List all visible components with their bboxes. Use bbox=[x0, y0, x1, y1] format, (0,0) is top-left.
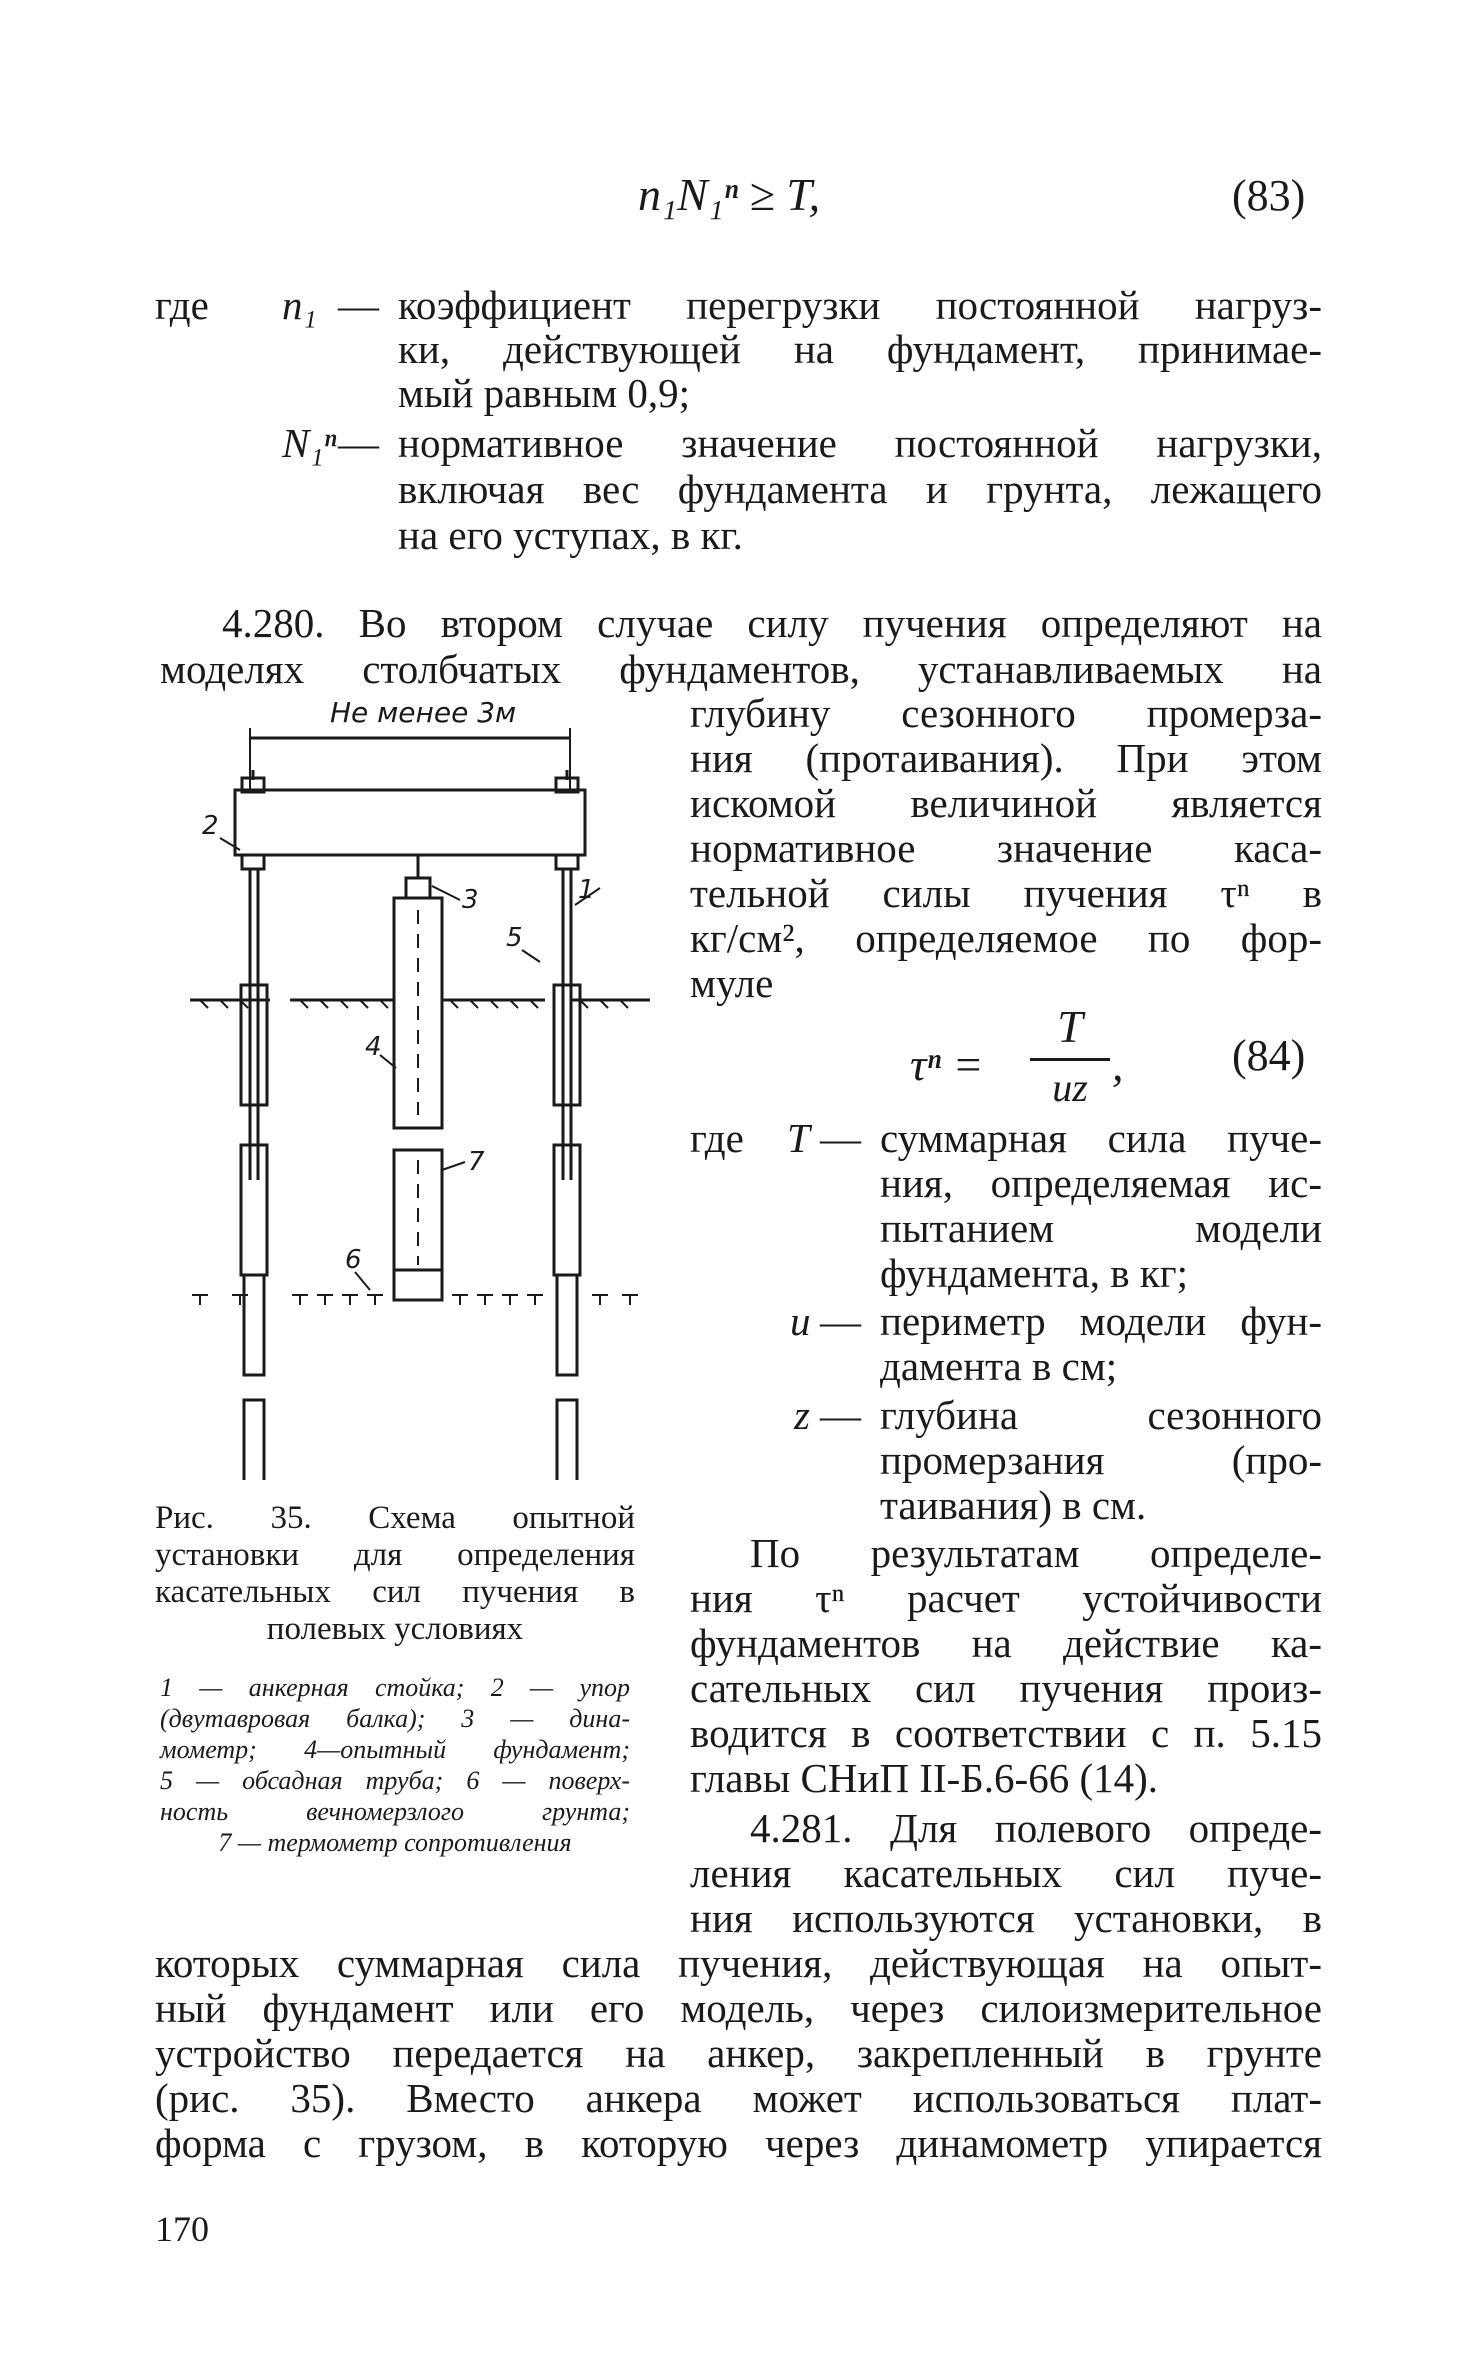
def-symbol-T: T bbox=[787, 1115, 810, 1161]
paragraph-line: (рис. 35). Вместо анкера может использоваться плат- bbox=[155, 2075, 1322, 2121]
legend-line: 1 — анкерная стойка; 2 — упор bbox=[160, 1673, 630, 1702]
formula-84-lhs: τⁿ = bbox=[910, 1039, 984, 1090]
side-text-line: муле bbox=[690, 960, 774, 1006]
legend-line: 5 — обсадная труба; 6 — поверх- bbox=[160, 1766, 630, 1795]
def-text-line: периметр модели фун- bbox=[880, 1298, 1322, 1344]
paragraph-line: фундаментов на действие ка- bbox=[690, 1620, 1322, 1666]
legend-line: 7 — термометр сопротивления bbox=[218, 1828, 572, 1857]
def-text-line: суммарная сила пуче- bbox=[880, 1115, 1322, 1161]
paragraph-line: По результатам определе- bbox=[750, 1530, 1322, 1576]
formula-84-denominator: uz bbox=[1052, 1065, 1088, 1110]
def-dash: — bbox=[820, 1392, 861, 1438]
paragraph-line: водится в соответствии с п. 5.15 bbox=[690, 1710, 1322, 1756]
formula-83-number: (83) bbox=[1232, 171, 1306, 220]
figure-legend bbox=[160, 1672, 630, 1858]
figure-35-diagram bbox=[160, 700, 660, 1480]
caption-line: установки для определения bbox=[155, 1537, 635, 1573]
side-text-line: нормативное значение каса- bbox=[690, 825, 1322, 871]
callout-3: 3 bbox=[462, 885, 479, 915]
side-text-line: глубину сезонного промерза- bbox=[690, 690, 1322, 736]
formula-84-comma: , bbox=[1112, 1039, 1124, 1090]
def-text-line: глубина сезонного bbox=[880, 1392, 1322, 1438]
page-number: 170 bbox=[155, 2209, 209, 2249]
def-text-line: таивания) в см. bbox=[880, 1482, 1147, 1528]
caption-line: касательных сил пучения в bbox=[155, 1574, 635, 1610]
dimension-label: Не менее 3м bbox=[330, 700, 517, 729]
def-text-line: дамента в см; bbox=[880, 1343, 1118, 1389]
caption-line: Рис. 35. Схема опытной bbox=[155, 1500, 635, 1536]
def-text-line: фундамента, в кг; bbox=[880, 1250, 1188, 1296]
paragraph-line: форма с грузом, в которую через динамометр упирается bbox=[155, 2120, 1322, 2166]
side-text-line: искомой величиной является bbox=[690, 780, 1322, 826]
def-symbol-z: z bbox=[794, 1392, 810, 1438]
legend-line: ность вечномерзлого грунта; bbox=[160, 1797, 630, 1826]
formula-84-number: (84) bbox=[1232, 1031, 1306, 1080]
def-text-line: промерзания (про- bbox=[880, 1437, 1322, 1483]
formula-84-numerator: T bbox=[1057, 1001, 1083, 1052]
side-text-line: тельной силы пучения τⁿ в bbox=[690, 870, 1322, 916]
fraction-bar bbox=[1030, 1058, 1110, 1061]
dynamometer-3 bbox=[406, 878, 430, 898]
paragraph-line: 4.280. Во втором случае силу пучения определяют на bbox=[222, 600, 1322, 646]
where-label: где bbox=[690, 1115, 744, 1161]
side-text-line: кг/см², определяемое по фор- bbox=[690, 915, 1322, 961]
callout-2: 2 bbox=[202, 811, 219, 841]
callout-6: 6 bbox=[345, 1245, 362, 1275]
callout-7: 7 bbox=[468, 1147, 485, 1177]
formula-83: n₁N₁ⁿ ≥ T, bbox=[638, 169, 821, 220]
def-text-line: пытанием модели bbox=[880, 1205, 1322, 1251]
def-dash: — bbox=[338, 282, 379, 328]
paragraph-line: ния используются установки, в bbox=[690, 1895, 1322, 1941]
def-symbol-N1: N₁ⁿ bbox=[282, 420, 337, 466]
def-dash: — bbox=[820, 1115, 861, 1161]
def-symbol-n1: n₁ bbox=[282, 282, 317, 328]
def-text-line: на его уступах, в кг. bbox=[398, 512, 743, 558]
figure-caption bbox=[155, 1500, 635, 1648]
def-text-line: ки, действующей на фундамент, принимае- bbox=[398, 326, 1322, 372]
callout-4: 4 bbox=[365, 1032, 382, 1062]
side-text-line: ния (протаивания). При этом bbox=[690, 735, 1322, 781]
def-text-line: нормативное значение постоянной нагрузки, bbox=[398, 420, 1322, 466]
paragraph-line: устройство передается на анкер, закрепленный в грунте bbox=[155, 2030, 1322, 2076]
paragraph-line: ления касательных сил пуче- bbox=[690, 1850, 1322, 1896]
def-dash: — bbox=[338, 420, 379, 466]
legend-line: мометр; 4—опытный фундамент; bbox=[160, 1735, 630, 1764]
paragraph-line: 4.281. Для полевого опреде- bbox=[750, 1805, 1322, 1851]
casing-pipe-right bbox=[554, 985, 580, 1105]
callout-5: 5 bbox=[506, 923, 523, 953]
paragraph-line: главы СНиП II-Б.6-66 (14). bbox=[690, 1755, 1159, 1801]
where-label: где bbox=[155, 282, 209, 328]
caption-line: полевых условиях bbox=[266, 1611, 524, 1647]
def-text-line: ния, определяемая ис- bbox=[880, 1160, 1322, 1206]
casing-pipe-left bbox=[241, 985, 267, 1105]
def-text-line: мый равным 0,9; bbox=[398, 370, 691, 416]
def-symbol-u: u bbox=[790, 1298, 811, 1344]
paragraph-line: сательных сил пучения произ- bbox=[690, 1665, 1322, 1711]
def-text-line: включая вес фундамента и грунта, лежащего bbox=[398, 466, 1322, 512]
def-dash: — bbox=[820, 1298, 861, 1344]
paragraph-line: которых суммарная сила пучения, действующая на опыт- bbox=[155, 1940, 1322, 1986]
beam-2 bbox=[235, 790, 585, 855]
paragraph-line: ный фундамент или его модель, через силоизмерительное bbox=[155, 1985, 1322, 2031]
legend-line: (двутавровая балка); 3 — дина- bbox=[160, 1704, 630, 1733]
callout-1: 1 bbox=[578, 875, 595, 905]
paragraph-line: ния τⁿ расчет устойчивости bbox=[690, 1575, 1322, 1621]
def-text-line: коэффициент перегрузки постоянной нагруз- bbox=[398, 282, 1322, 328]
paragraph-line: моделях столбчатых фундаментов, устанавливаемых на bbox=[160, 646, 1322, 692]
